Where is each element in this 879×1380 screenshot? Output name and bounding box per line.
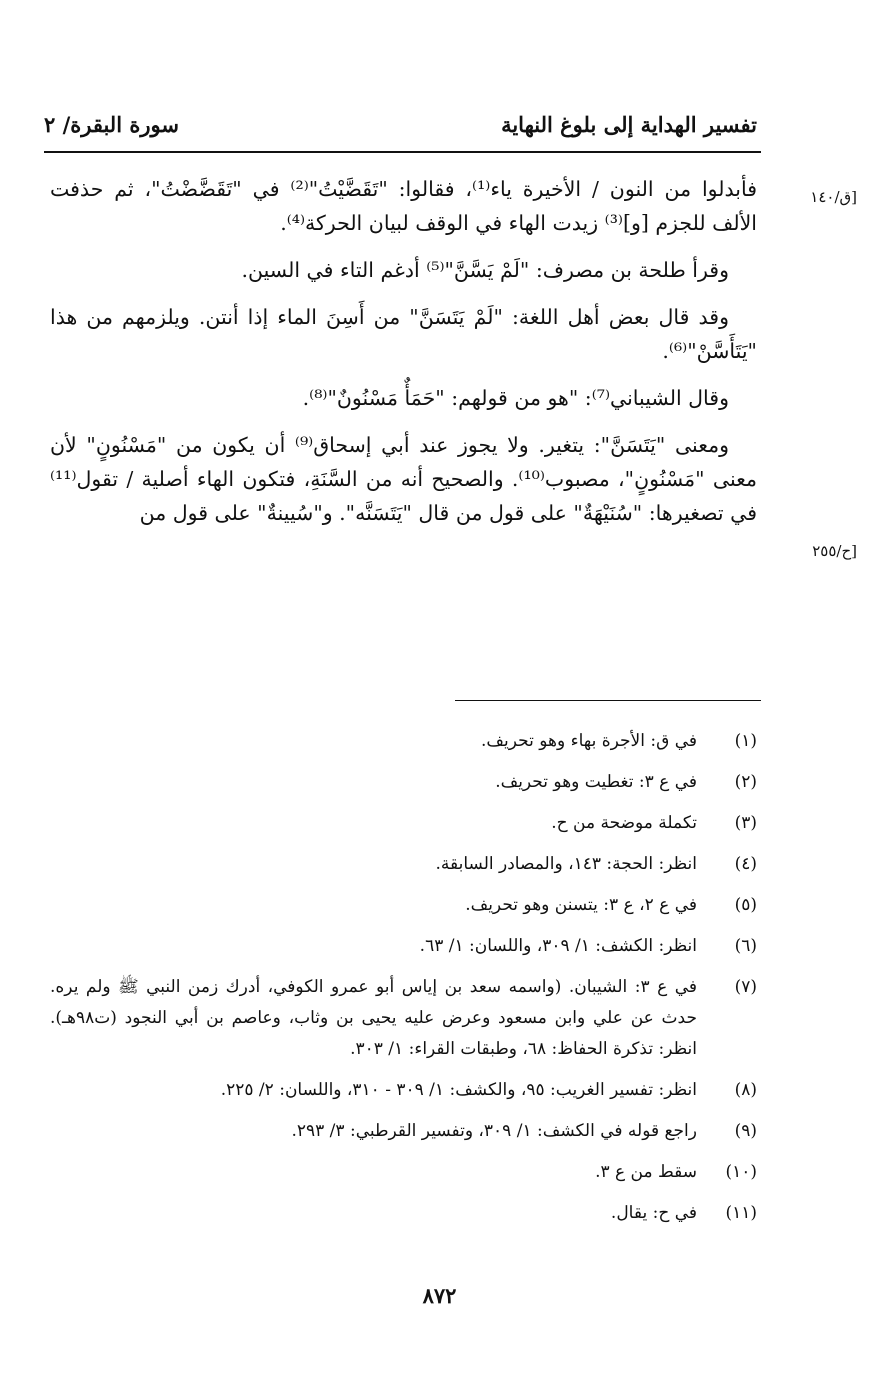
footnote-item (50, 726, 757, 757)
paragraph-1: فأبدلوا من النون / الأخيرة ياء⁽¹⁾، فقالوا: "تَقَضَّيْتُ"⁽²⁾ في "تَقَضَّضْتُ"، ثم حذفت الألف للجزم [و]⁽³⁾ زيدت الهاء في الوقف لبيان الحركة⁽⁴⁾. (50, 177, 757, 235)
footnote-text: في ع ٣: الشيبان. (واسمه سعد بن إياس أبو عمرو الكوفي، أدرك زمن النبي ﷺ ولم يره. حدث عن علي وابن مسعود وعرض عليه يحيى بن وثاب، وعاصم بن أبي النجود (ت٩٨هـ). انظر: تذكرة الحفاظ: ٦٨، وطبقات القراء: ١/ ٣٠٣. (50, 977, 698, 1059)
footnote-item (50, 1075, 757, 1106)
footnote-number: (٣) (734, 813, 757, 833)
paragraph-3: وقد قال بعض أهل اللغة: "لَمْ يَتَسَنَّ" من أَسِنَ الماء إذا أنتن. ويلزمهم من هذا "يَتَأَسَّنْ"⁽⁶⁾. (50, 305, 757, 363)
footnote-number: (١٠) (725, 1162, 757, 1182)
header-rule (44, 151, 761, 153)
main-text (50, 172, 757, 543)
book-title: تفسير الهداية إلى بلوغ النهاية (501, 112, 757, 137)
footnote-text: انظر: تفسير الغريب: ٩٥، والكشف: ١/ ٣٠٩ - ٣١٠، واللسان: ٢/ ٢٢٥. (220, 1080, 697, 1100)
footnote-item (50, 890, 757, 921)
footnote-text: انظر: الحجة: ١٤٣، والمصادر السابقة. (435, 854, 697, 874)
footnote-number: (٤) (734, 854, 757, 874)
footnote-number: (٦) (734, 936, 757, 956)
margin-ref-h: [ح/٢٥٥ (812, 542, 857, 560)
footnote-number: (٥) (734, 895, 757, 915)
footnote-item (50, 972, 757, 1065)
footnotes (50, 726, 757, 1239)
footnote-item (50, 767, 757, 798)
footnote-number: (٧) (734, 977, 757, 997)
footnote-number: (٩) (734, 1121, 757, 1141)
footnote-text: تكملة موضحة من ح. (551, 813, 697, 833)
paragraph-4: وقال الشيباني⁽⁷⁾: "هو من قولهم: "حَمَأٌ مَسْنُونٌ"⁽⁸⁾. (302, 386, 729, 410)
footnote-number: (١) (734, 731, 757, 751)
page-number: ٨٧٢ (422, 1283, 457, 1308)
surah-name: سورة البقرة/ ٢ (44, 112, 179, 137)
footnote-text: في ع ٣: تغطيت وهو تحريف. (495, 772, 697, 792)
footnote-text: في ح: يقال. (610, 1203, 697, 1223)
footnote-item (50, 1116, 757, 1147)
footnote-text: سقط من ع ٣. (595, 1162, 697, 1182)
footnote-rule (455, 700, 761, 701)
footnote-text: انظر: الكشف: ١/ ٣٠٩، واللسان: ١/ ٦٣. (419, 936, 697, 956)
footnote-item (50, 849, 757, 880)
footnote-number: (١١) (725, 1203, 757, 1223)
footnote-number: (٢) (734, 772, 757, 792)
footnote-number: (٨) (734, 1080, 757, 1100)
footnote-text: في ق: الأجرة بهاء وهو تحريف. (481, 731, 697, 751)
paragraph-5: ومعنى "يَتَسَنَّ": يتغير. ولا يجوز عند أبي إسحاق⁽⁹⁾ أن يكون من "مَسْنُونٍ" لأن معنى "مَسْنُونٍ"، مصبوب⁽¹⁰⁾. والصحيح أنه من السَّنَةِ، فتكون الهاء أصلية / تقول⁽¹¹⁾ في تصغيرها: "سُنَيْهَةٌ" على قول من قال "يَتَسَنَّه". و"سُيينةٌ" على قول من (50, 433, 757, 525)
footnote-text: راجع قوله في الكشف: ١/ ٣٠٩، وتفسير القرطبي: ٣/ ٢٩٣. (291, 1121, 697, 1141)
footnote-text: في ع ٢، ع ٣: يتسنن وهو تحريف. (465, 895, 697, 915)
footnote-item (50, 931, 757, 962)
paragraph-2: وقرأ طلحة بن مصرف: "لَمْ يَسَّنَّ"⁽⁵⁾ أدغم التاء في السين. (241, 258, 729, 282)
margin-ref-q: [ق/١٤٠ (810, 188, 857, 206)
footnote-item (50, 808, 757, 839)
footnote-item (50, 1157, 757, 1188)
footnote-item (50, 1198, 757, 1229)
